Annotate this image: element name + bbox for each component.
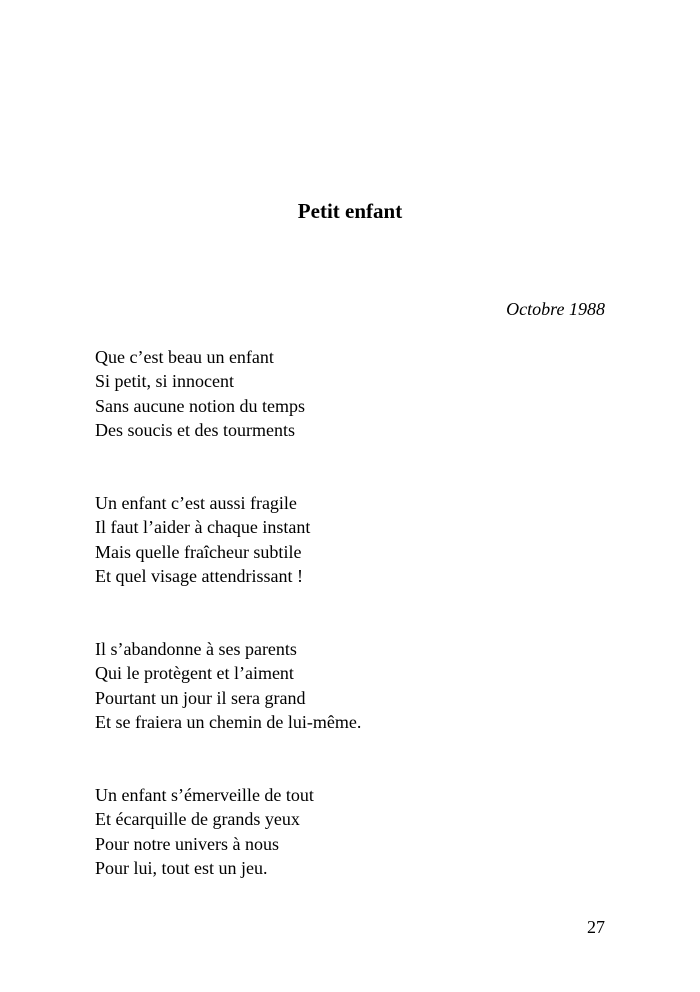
- poem-line: Mais quelle fraîcheur subtile: [95, 541, 302, 562]
- poem-line: Pour lui, tout est un jeu.: [95, 857, 268, 878]
- poem-line: Il faut l’aider à chaque instant: [95, 517, 311, 538]
- poem-line: Il s’abandonne à ses parents: [95, 639, 297, 659]
- poem-line: Pour notre univers à nous: [95, 833, 279, 854]
- poem-line: Un enfant s’émerveille de tout: [95, 785, 314, 805]
- poem-line: Et quel visage attendrissant !: [95, 565, 303, 586]
- poem-line: Et se fraiera un chemin de lui-même.: [95, 711, 362, 732]
- stanza-3: [95, 637, 361, 734]
- poem-line: Qui le protègent et l’aiment: [95, 663, 294, 684]
- poem-line: Sans aucune notion du temps: [95, 395, 305, 416]
- poem-line: Et écarquille de grands yeux: [95, 809, 300, 830]
- poem-line: Des soucis et des tourments: [95, 419, 295, 440]
- poem-line: Pourtant un jour il sera grand: [95, 687, 306, 708]
- poem-line: Que c’est beau un enfant: [95, 347, 274, 367]
- poem-line: Si petit, si innocent: [95, 371, 234, 392]
- poem-title: Petit enfant: [297, 199, 403, 223]
- poem-line: Un enfant c’est aussi fragile: [95, 493, 297, 513]
- poem-date: Octobre 1988: [506, 299, 605, 319]
- stanza-2: [95, 491, 310, 588]
- page-number: 27: [587, 917, 605, 937]
- stanza-4: [95, 783, 314, 880]
- stanza-1: [95, 345, 305, 442]
